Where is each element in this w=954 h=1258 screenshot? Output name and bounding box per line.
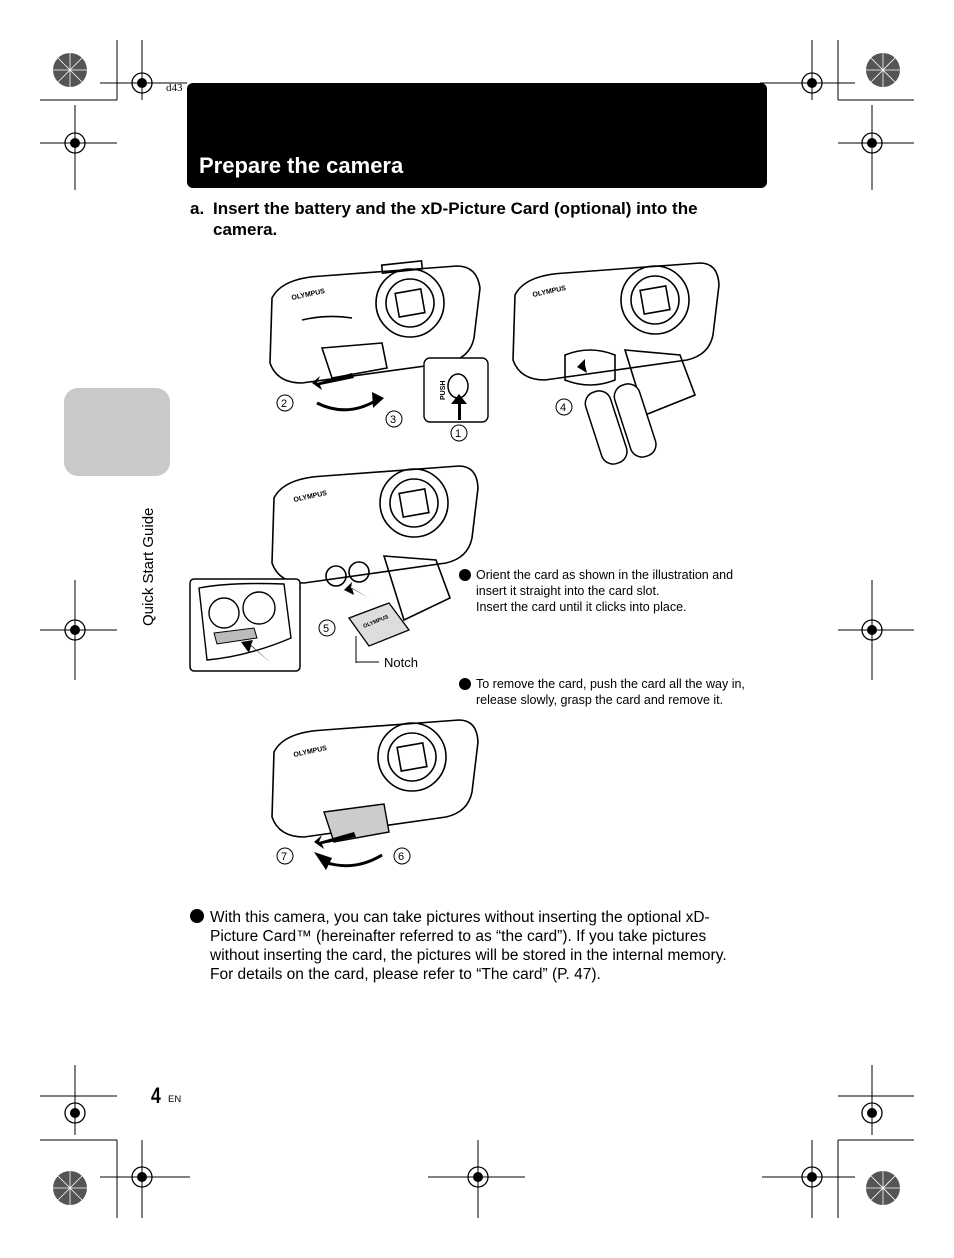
step-number-4: 4 bbox=[560, 402, 567, 414]
note-line: Picture Card™ (hereinafter referred to as “the card”). If you take pictures bbox=[210, 928, 707, 945]
section-label: Quick Start Guide bbox=[140, 507, 157, 626]
note-line: release slowly, grasp the card and remove it. bbox=[476, 693, 724, 707]
document-code: d43 bbox=[166, 82, 183, 94]
brand-logo: OLYMPUS bbox=[531, 285, 567, 299]
step-text: Insert the battery and the xD-Picture Card (optional) into the camera. bbox=[213, 199, 698, 239]
brand-logo: OLYMPUS bbox=[290, 288, 326, 302]
card-slot-inset bbox=[189, 578, 301, 672]
note-card-orientation bbox=[476, 567, 766, 615]
step-number-7: 7 bbox=[281, 851, 288, 863]
page-number: 4 bbox=[151, 1083, 161, 1108]
step-number-1: 1 bbox=[455, 428, 462, 440]
note-line: To remove the card, push the card all the way in, bbox=[476, 677, 745, 691]
bullet-icon bbox=[459, 569, 471, 581]
note-line: Orient the card as shown in the illustration and bbox=[476, 568, 734, 582]
step-number-5-badge bbox=[318, 619, 340, 641]
page-title: Prepare the camera bbox=[199, 153, 404, 178]
step-number-6: 6 bbox=[398, 851, 405, 863]
step-letter: a. bbox=[190, 199, 205, 218]
bullet-icon bbox=[459, 678, 471, 690]
note-line: For details on the card, please refer to “The card” (P. 47). bbox=[210, 966, 601, 983]
step-number-2: 2 bbox=[281, 398, 288, 410]
notch-label: Notch bbox=[384, 655, 418, 670]
step-number-5: 5 bbox=[323, 623, 330, 635]
brand-logo: OLYMPUS bbox=[292, 745, 328, 759]
step-heading bbox=[190, 198, 760, 240]
note-line: without inserting the card, the pictures will be stored in the internal memory. bbox=[210, 947, 727, 964]
step-number-4-badge bbox=[555, 398, 577, 420]
note-card-removal bbox=[476, 676, 766, 708]
page-language: EN bbox=[168, 1094, 182, 1105]
arrow-insert-icon bbox=[344, 582, 369, 598]
internal-memory-note bbox=[210, 908, 770, 984]
brand-logo: OLYMPUS bbox=[362, 614, 390, 630]
illustration-batteries bbox=[505, 255, 725, 470]
brand-logo: OLYMPUS bbox=[292, 490, 328, 504]
push-label: PUSH bbox=[440, 380, 447, 400]
step-number-group-4 bbox=[276, 847, 416, 869]
section-tab bbox=[64, 388, 170, 476]
step-number-group-1 bbox=[276, 394, 476, 444]
note-line: Insert the card until it clicks into place. bbox=[476, 600, 687, 614]
bullet-icon bbox=[190, 909, 204, 923]
battery-icon bbox=[582, 381, 659, 467]
note-line: With this camera, you can take pictures without inserting the optional xD- bbox=[210, 909, 710, 926]
note-line: insert it straight into the card slot. bbox=[476, 584, 660, 598]
step-number-3: 3 bbox=[390, 414, 397, 426]
